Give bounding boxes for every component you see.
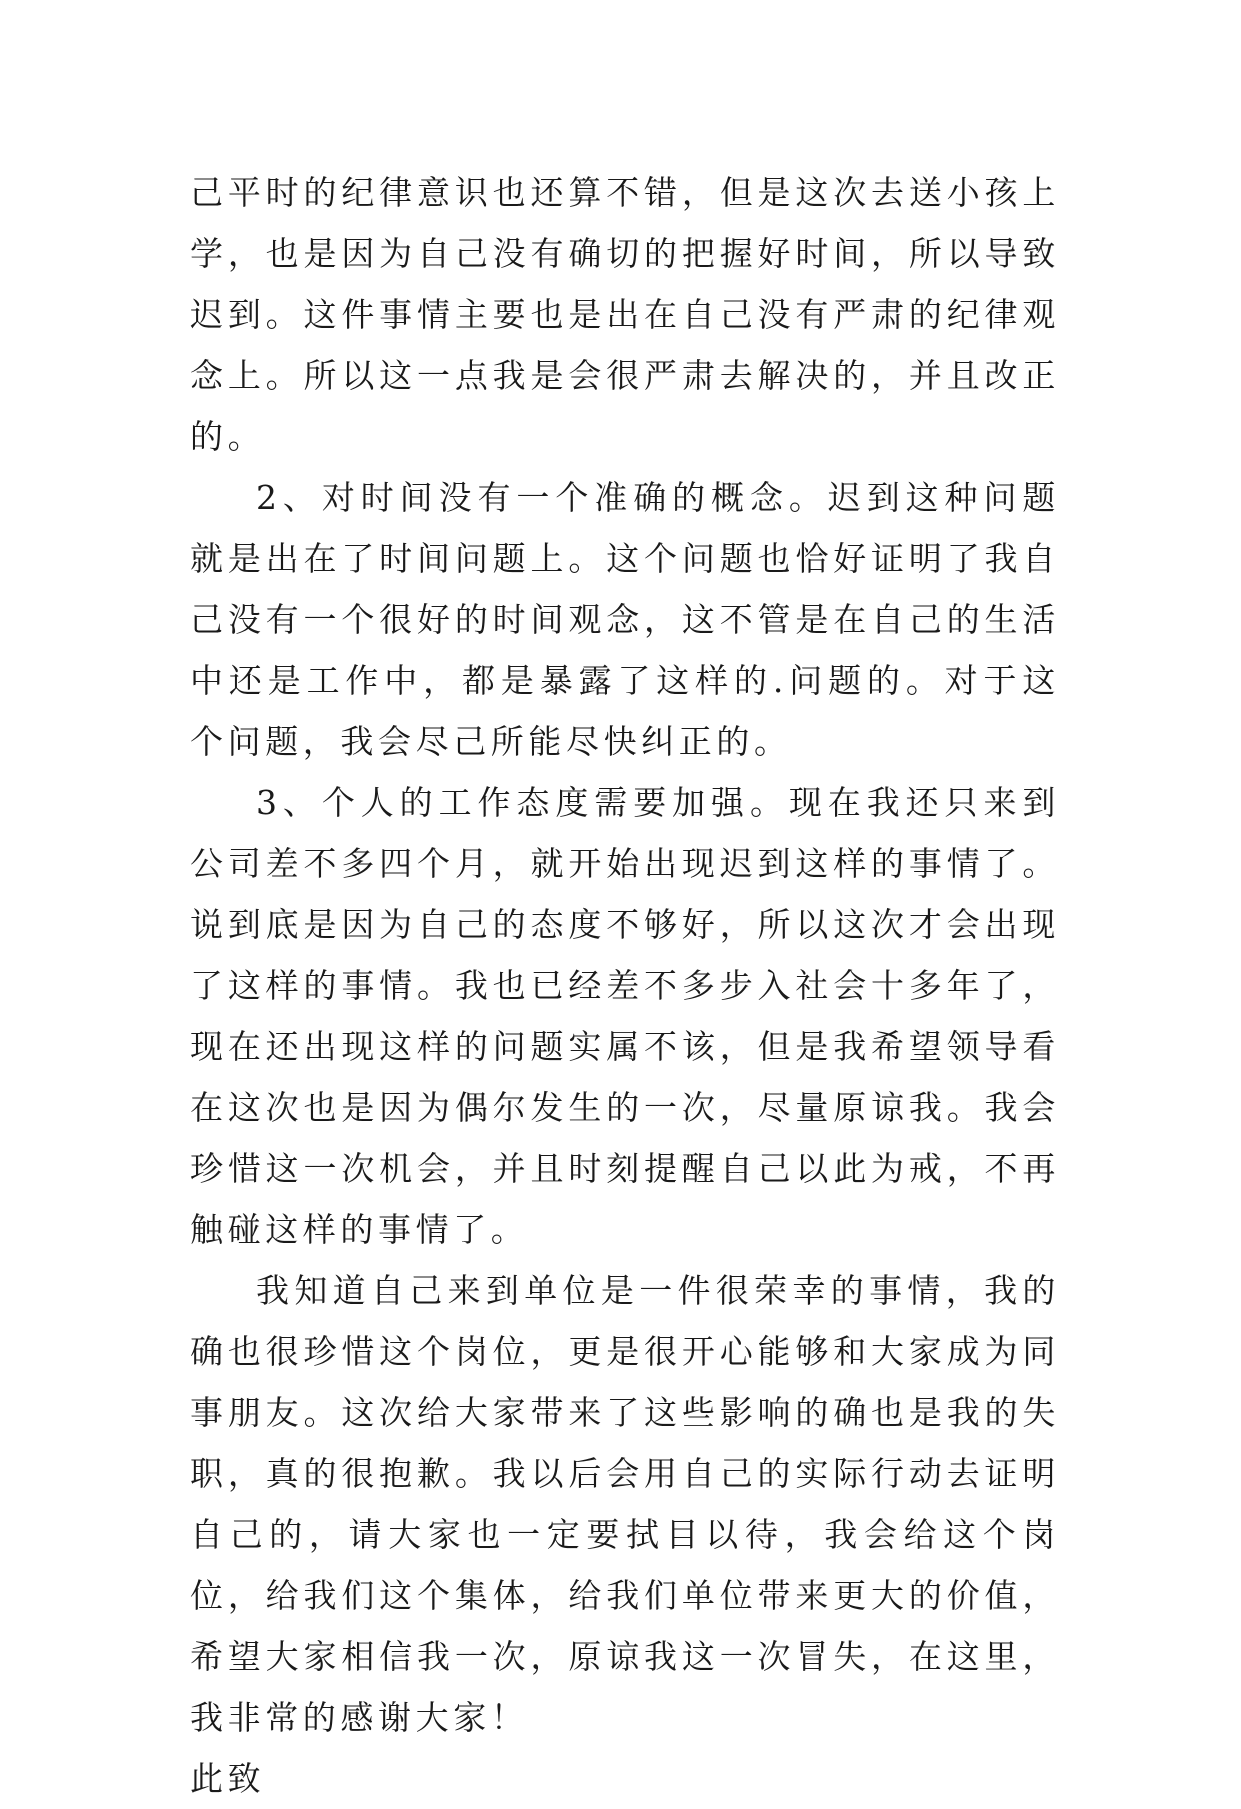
paragraph-point-2: 2、对时间没有一个准确的概念。迟到这种问题就是出在了时间问题上。这个问题也恰好证明了我自己没有一个很好的时间观念，这不管是在自己的生活中还是工作中，都是暴露了这样的.问题的。对于这个问题，我会尽己所能尽快纠正的。 bbox=[190, 478, 1060, 761]
paragraph-apology: 我知道自己来到单位是一件很荣幸的事情，我的确也很珍惜这个岗位，更是很开心能够和大家成为同事朋友。这次给大家带来了这些影响的确也是我的失职，真的很抱歉。我以后会用自己的实际行动去证明自己的，请大家也一定要拭目以待，我会给这个岗位，给我们这个集体，给我们单位带来更大的价值，希望大家相信我一次，原谅我这一次冒失，在这里，我非常的感谢大家！ bbox=[190, 1271, 1060, 1737]
document-body bbox=[190, 162, 1060, 1809]
paragraph-continuation: 己平时的纪律意识也还算不错，但是这次去送小孩上学，也是因为自己没有确切的把握好时间，所以导致迟到。这件事情主要也是出在自己没有严肃的纪律观念上。所以这一点我是会很严肃去解决的，并且改正的。 bbox=[190, 173, 1060, 456]
closing-salutation: 此致 bbox=[190, 1759, 266, 1798]
paragraph-point-3: 3、个人的工作态度需要加强。现在我还只来到公司差不多四个月，就开始出现迟到这样的事情了。说到底是因为自己的态度不够好，所以这次才会出现了这样的事情。我也已经差不多步入社会十多年了，现在还出现这样的问题实属不该，但是我希望领导看在这次也是因为偶尔发生的一次，尽量原谅我。我会珍惜这一次机会，并且时刻提醒自己以此为戒，不再触碰这样的事情了。 bbox=[190, 783, 1060, 1249]
